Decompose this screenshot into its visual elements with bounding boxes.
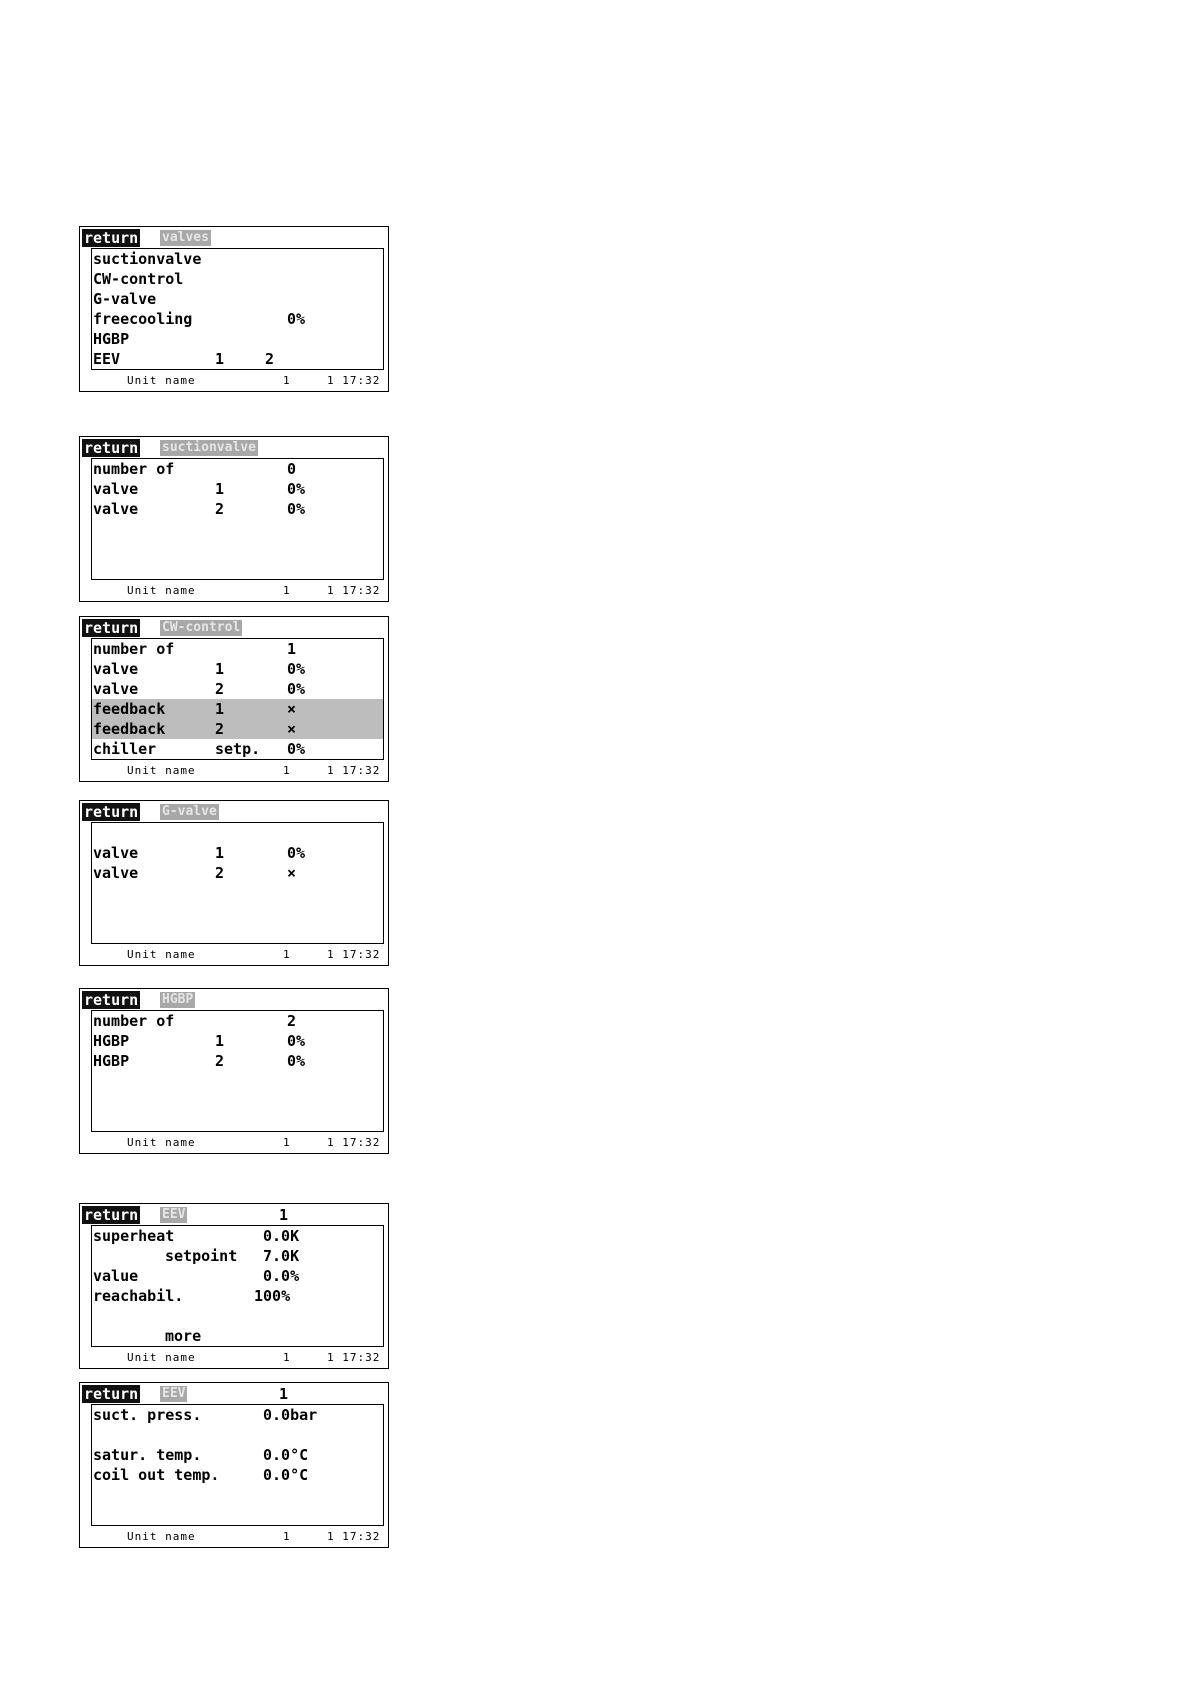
unit-name: Unit name <box>127 374 196 387</box>
value-list <box>91 1225 384 1347</box>
status-footer <box>80 947 388 963</box>
unit-number: 1 <box>283 948 291 961</box>
menu-list <box>91 248 384 370</box>
freecooling-value: 0% <box>287 310 306 328</box>
list-item-highlighted: feedback 1 × <box>92 699 383 719</box>
unit-name: Unit name <box>127 584 196 597</box>
status-footer <box>80 1529 388 1545</box>
more-link[interactable]: more <box>165 1327 202 1345</box>
page-title: G-valve <box>162 804 217 819</box>
list-item: number of 0 <box>93 460 297 478</box>
unit-name: Unit name <box>127 1351 196 1364</box>
clock: 1 17:32 <box>327 948 381 961</box>
clock: 1 17:32 <box>327 764 381 777</box>
screen-g-valve <box>79 800 389 966</box>
menu-item-g-valve[interactable]: G-valve <box>93 290 157 308</box>
clock: 1 17:32 <box>327 584 381 597</box>
clock: 1 17:32 <box>327 1351 381 1364</box>
screen-eev-2 <box>79 1382 389 1548</box>
unit-name: Unit name <box>127 764 196 777</box>
list-item: valve 1 0% <box>93 480 306 498</box>
clock: 1 17:32 <box>327 1136 381 1149</box>
return-button[interactable]: return <box>84 1385 139 1403</box>
list-item: number of 1 <box>93 640 297 658</box>
page-title: valves <box>162 230 209 245</box>
status-footer <box>80 1350 388 1366</box>
eev-number: 1 <box>279 1206 289 1224</box>
page-title: EEV <box>162 1207 186 1222</box>
page-title: EEV <box>162 1386 186 1401</box>
return-button[interactable]: return <box>84 803 139 821</box>
screen-eev-1 <box>79 1203 389 1369</box>
screen-hgbp <box>79 988 389 1154</box>
unit-number: 1 <box>283 1530 291 1543</box>
value-list <box>91 458 384 580</box>
return-button[interactable]: return <box>84 439 139 457</box>
list-item: number of 2 <box>93 1012 297 1030</box>
title-bar <box>82 802 382 821</box>
value-field[interactable]: 1 <box>287 640 297 658</box>
value-list <box>91 822 384 944</box>
unit-number: 1 <box>283 1351 291 1364</box>
eev-1-link[interactable]: 1 <box>215 350 225 368</box>
eev-number: 1 <box>279 1385 289 1403</box>
status-footer <box>80 373 388 389</box>
value-list <box>91 1404 384 1526</box>
screen-cw-control <box>79 616 389 782</box>
page-title: CW-control <box>162 620 241 635</box>
list-item: valve 2 0% <box>93 680 306 698</box>
menu-item-suctionvalve[interactable]: suctionvalve <box>93 250 202 268</box>
unit-name: Unit name <box>127 1530 196 1543</box>
return-button[interactable]: return <box>84 991 139 1009</box>
list-item: reachabil. 100% <box>93 1287 291 1305</box>
value-list <box>91 638 384 760</box>
list-item: valve 2 0% <box>93 500 306 518</box>
unit-number: 1 <box>283 584 291 597</box>
value-field[interactable]: 7.0K <box>263 1247 300 1265</box>
page-title: HGBP <box>162 992 194 1007</box>
list-item: superheat 0.0K <box>93 1227 300 1245</box>
unit-number: 1 <box>283 1136 291 1149</box>
screen-suctionvalve <box>79 436 389 602</box>
title-bar <box>82 1384 382 1403</box>
list-item: HGBP 2 0% <box>93 1052 306 1070</box>
title-bar <box>82 618 382 637</box>
menu-item-hgbp[interactable]: HGBP <box>93 330 130 348</box>
list-item: value 0.0% <box>93 1267 300 1285</box>
clock: 1 17:32 <box>327 1530 381 1543</box>
value-field[interactable]: 0 <box>287 460 297 478</box>
unit-number: 1 <box>283 764 291 777</box>
unit-name: Unit name <box>127 948 196 961</box>
list-item: valve 1 0% <box>93 660 306 678</box>
value-field[interactable]: 0% <box>287 740 306 758</box>
list-item-highlighted: feedback 2 × <box>92 719 383 739</box>
unit-number: 1 <box>283 374 291 387</box>
clock: 1 17:32 <box>327 374 381 387</box>
list-item: setpoint 7.0K <box>165 1247 300 1265</box>
page-title: suctionvalve <box>162 440 256 455</box>
status-footer <box>80 1135 388 1151</box>
status-footer <box>80 583 388 599</box>
eev-2-link[interactable]: 2 <box>265 350 275 368</box>
title-bar <box>82 228 382 247</box>
list-item: HGBP 1 0% <box>93 1032 306 1050</box>
list-item: satur. temp. 0.0°C <box>93 1446 309 1464</box>
list-item: coil out temp. 0.0°C <box>93 1466 309 1484</box>
list-item: valve 2 × <box>93 864 297 882</box>
title-bar <box>82 990 382 1009</box>
return-button[interactable]: return <box>84 1206 139 1224</box>
title-bar <box>82 438 382 457</box>
menu-item-freecooling[interactable]: freecooling 0% <box>93 310 306 328</box>
return-button[interactable]: return <box>84 619 139 637</box>
title-bar <box>82 1205 382 1224</box>
list-item: valve 1 0% <box>93 844 306 862</box>
unit-name: Unit name <box>127 1136 196 1149</box>
return-button[interactable]: return <box>84 229 139 247</box>
status-footer <box>80 763 388 779</box>
menu-item-eev: EEV 1 2 <box>93 350 275 368</box>
list-item: chiller setp. 0% <box>93 740 306 758</box>
list-item: suct. press. 0.0bar <box>93 1406 318 1424</box>
menu-item-cw-control[interactable]: CW-control <box>93 270 184 288</box>
screen-valves <box>79 226 389 392</box>
value-field[interactable]: 2 <box>287 1012 297 1030</box>
value-list <box>91 1010 384 1132</box>
